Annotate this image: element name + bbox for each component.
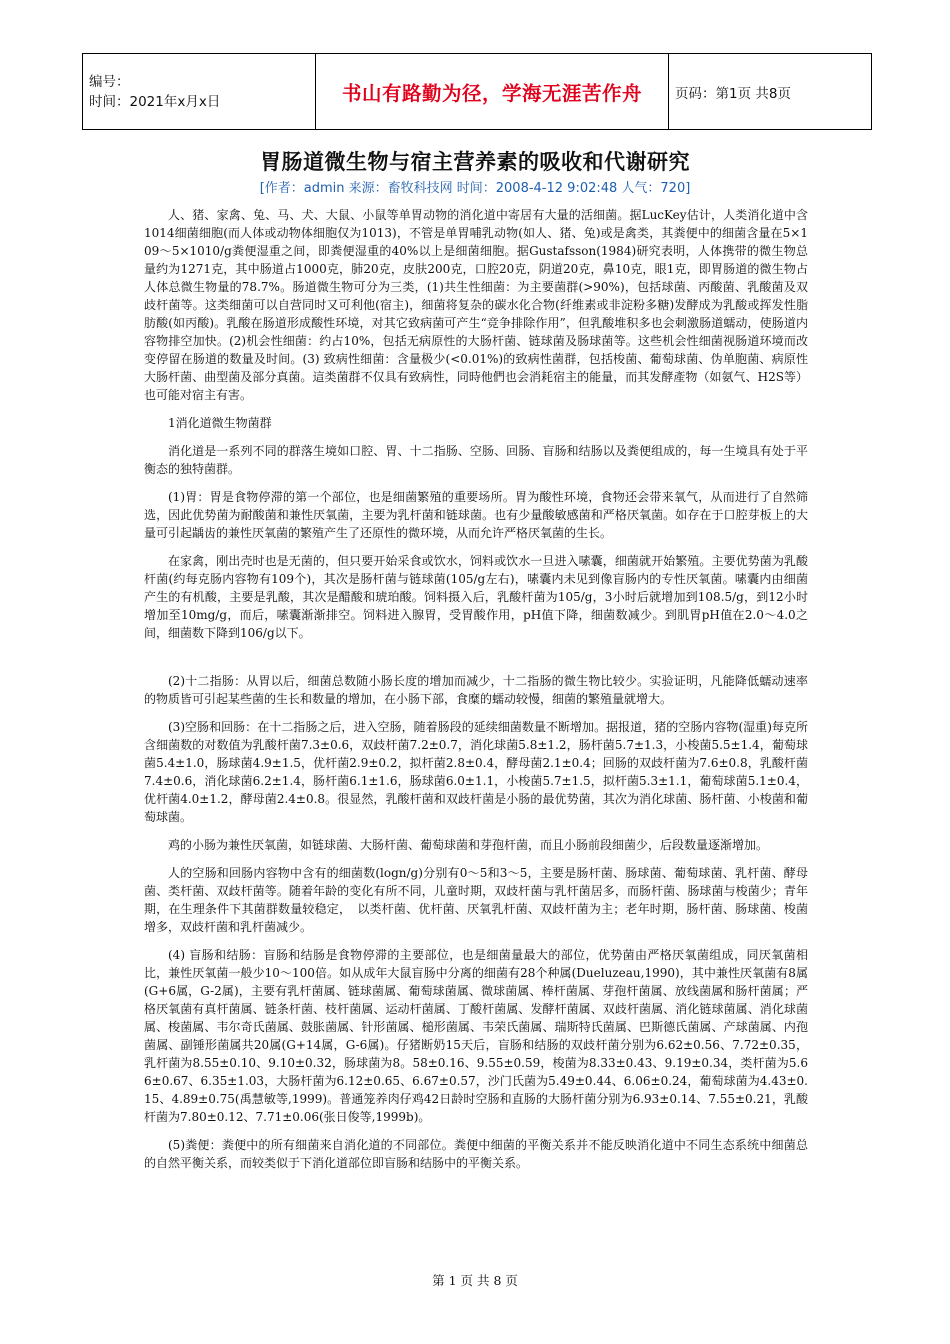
page-info: 页码：第1页 共8页 [669,54,872,130]
paragraph: (4) 盲肠和结肠：盲肠和结肠是食物停滞的主要部位，也是细菌量最大的部位，优势菌由严格厌氧菌组成，同厌氧菌相比，兼性厌氧菌一般少10～100倍。如从成年大鼠盲肠中分离的细菌有28个种属(Dueluzeau,1990)，其中兼性厌氧菌有8属(G+6属，G-2属)，主要有乳杆菌属、链球菌属、葡萄球菌属、微球菌属、棒杆菌属、芽孢杆菌属、放线菌属和肠杆菌属；严格厌氧菌有真杆菌属、链条杆菌、枝杆菌属、运动杆菌属、丁酸杆菌属、发酵杆菌属、双歧杆菌属、消化链球菌属、消化球菌属、梭菌属、韦尔奇氏菌属、鼓胀菌属、针形菌属、槌形菌属、韦荣氏菌属、瑞斯特氏菌属、巴斯德氏菌属、产球菌属、内孢菌属、副锤形菌属共20属(G+14属，G-6属)。仔猪断奶15天后，盲肠和结肠的双歧杆菌分别为6.62±0.56、7.72±0.35，乳杆菌为8.55±0.10、9.10±0.32，肠球菌为8。58±0.16、9.55±0.59，梭菌为8.33±0.43、9.19±0.34，类杆菌为5.66±0.67、6.35±1.03，大肠杆菌为6.12±0.65、6.67±0.57，沙门氏菌为5.49±0.44、6.06±0.24，葡萄球菌为4.43±0.15、4.89±0.75(禹慧敏等,1999)。普通笼养肉仔鸡42日龄时空肠和直肠的大肠杆菌分别为6.93±0.14、7.55±0.21，乳酸杆菌为7.80±0.12、7.71±0.06(张日俊等,1999b)。 [144,948,808,1124]
page-footer: 第 1 页 共 8 页 [432,1273,518,1288]
paragraph: 在家禽，刚出壳时也是无菌的，但只要开始采食或饮水，饲料或饮水一旦进入嗉囊，细菌就开始繁殖。主要优势菌为乳酸杆菌(约每克肠内容物有109个)，其次是肠杆菌与链球菌(105/g左右)，嗉囊内未见到像盲肠内的专性厌氧菌。嗉囊内由细菌产生的有机酸，主要是乳酸，其次是醋酸和琥珀酸。饲料摄入后，乳酸杆菌为105/g，3小时后就增加到108.5/g，到12小时增加至10mg/g，而后，嗉囊渐渐排空。饲料进入腺胃，受胃酸作用，pH值下降，细菌数减少。到肌胃pH值在2.0～4.0之间，细菌数下降到106/g以下。 [144,554,808,640]
paragraph: 人的空肠和回肠内容物中含有的细菌数(logn/g)分别有0～5和3～5，主要是肠杆菌、肠球菌、葡萄球菌、乳杆菌、酵母菌、类杆菌、双歧杆菌等。随着年龄的变化有所不同，儿童时期，双歧杆菌与乳杆菌居多，而肠杆菌、肠球菌与梭菌少；青年期，在生理条件下其菌群数量较稳定， 以类杆菌、优杆菌、厌氧乳杆菌、双歧杆菌为主；老年时期，肠杆菌、肠球菌、梭菌增多，双歧杆菌和乳杆菌减少。 [144,866,808,934]
paragraph: (1)胃：胃是食物停滞的第一个部位，也是细菌繁殖的重要场所。胃为酸性环境，食物还会带来氧气，从而进行了自然筛选，因此优势菌为耐酸菌和兼性厌氧菌，主要为乳杆菌和链球菌。也有少量酸敏感菌和严格厌氧菌。如存在于口腔芽板上的大量可引起龋齿的兼性厌氧菌的繁殖产生了还原性的微环境，从而允许严格厌氧菌的生长。 [144,490,808,540]
article-byline: [作者：admin 来源：畜牧科技网 时间：2008-4-12 9:02:48 人气：720] [259,181,691,196]
header-info-cell [83,54,316,130]
number-label: 编号： [89,73,130,90]
paragraph: 鸡的小肠为兼性厌氧菌，如链球菌、大肠杆菌、葡萄球菌和芽孢杆菌，而且小肠前段细菌少，后段数量逐渐增加。 [168,838,769,852]
header-table [82,53,872,130]
paragraph: (5)粪便：粪便中的所有细菌来自消化道的不同部位。粪便中细菌的平衡关系并不能反映消化道中不同生态系统中细菌总的自然平衡关系，而较类似于下消化道部位即盲肠和结肠中的平衡关系。 [144,1138,808,1170]
paragraph: (3)空肠和回肠：在十二指肠之后，进入空肠，随着肠段的延续细菌数量不断增加。据报道，猪的空肠内容物(湿重)每克所含细菌数的对数值为乳酸杆菌7.3±0.6，双歧杆菌7.2±0.7，消化球菌5.8±1.2，肠杆菌5.7±1.3，小梭菌5.5±1.4，葡萄球菌5.4±1.0，肠球菌4.9±1.5，优杆菌2.9±0.2，拟杆菌2.8±0.4，酵母菌2.1±0.4；回肠的双歧杆菌为7.6±0.8，乳酸杆菌7.4±0.6，消化球菌6.2±1.4，肠杆菌6.1±1.6，肠球菌6.0±1.1，小梭菌5.7±1.5，拟杆菌5.3±1.1，葡萄球菌5.1±0.4，优杆菌4.0±1.2，酵母菌2.4±0.8。很显然，乳酸杆菌和双歧杆菌是小肠的最优势菌，其次为消化球菌、肠杆菌、小梭菌和葡萄球菌。 [144,720,808,824]
section-heading: 1消化道微生物菌群 [168,416,272,430]
motto: 书山有路勤为径，学海无涯苦作舟 [316,54,669,130]
article-body [144,206,808,1182]
time-label: 时间：2021年x月x日 [89,93,221,110]
paragraph: 人、猪、家禽、兔、马、犬、大鼠、小鼠等单胃动物的消化道中寄居有大量的活细菌。据LucKey估计，人类消化道中含1014细菌细胞(而人体或动物体细胞仅为1013)，不管是单胃哺乳动物(如人、猪、兔)或是禽类，其粪便中的细菌含量在5×109～5×1010/g粪便湿重之间，即粪便湿重的40%以上是细菌细胞。据Gustafsson(1984)研究表明，人体携带的微生物总量约为1271克，其中肠道占1000克，肺20克，皮肤200克，口腔20克，阴道20克，鼻10克，眼1克，即胃肠道的微生物占人体总微生物量的78.7%。肠道微生物可分为三类，(1)共生性细菌：为主要菌群(>90%)，包括球菌、丙酸菌、乳酸菌及双歧杆菌等。这类细菌可以自营同时又可利他(宿主)，细菌将复杂的碳水化合物(纤维素或非淀粉多糖)发酵成为乳酸或挥发性脂肪酸(如丙酸)。乳酸在肠道形成酸性环境，对其它致病菌可产生“竞争排除作用”，但乳酸堆积多也会刺激肠道蠕动，使肠道内容物排空加快。(2)机会性细菌：约占10%，包括无病原性的大肠杆菌、链球菌及肠球菌等。这些机会性细菌视肠道环境而改变停留在肠道的数量及时间。(3) 致病性细菌：含量极少(<0.01%)的致病性菌群，包括梭菌、葡萄球菌、伪单胞菌、病原性大肠杆菌、曲型菌及部分真菌。這类菌群不仅具有致病性，同時他們也会消耗宿主的能量，而其发酵產物（如氨气、H2S等）也可能对宿主有害。 [144,208,808,402]
article-title: 胃肠道微生物与宿主营养素的吸收和代谢研究 [260,150,690,174]
paragraph: 消化道是一系列不同的群落生境如口腔、胃、十二指肠、空肠、回肠、盲肠和结肠以及粪便组成的，每一生境具有处于平衡态的独特菌群。 [144,444,808,476]
paragraph: (2)十二指肠：从胃以后，细菌总数随小肠长度的增加而减少，十二指肠的微生物比较少。实验证明，凡能降低蠕动速率的物质皆可引起某些菌的生长和数量的增加，在小肠下部，食糜的蠕动较慢，细菌的繁殖量就增大。 [144,674,808,706]
